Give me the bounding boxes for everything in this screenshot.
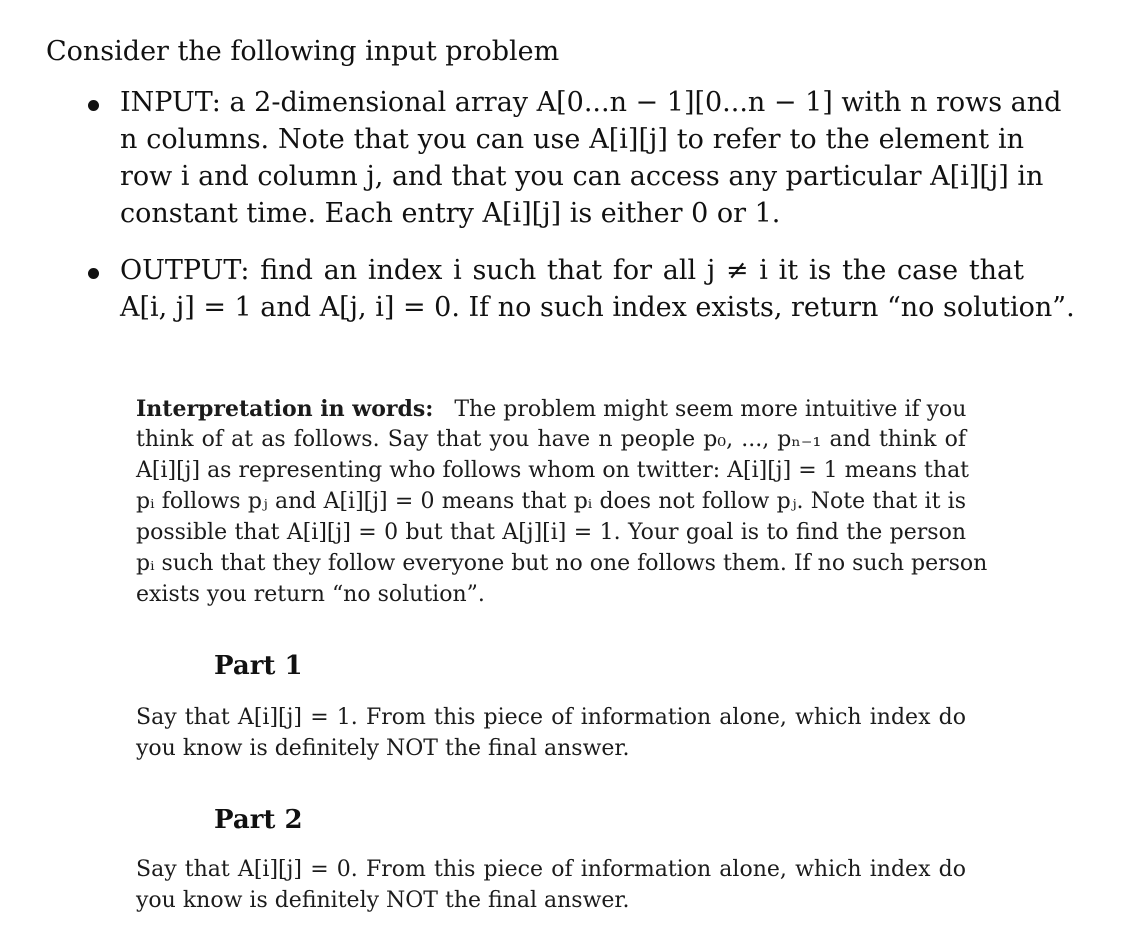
part-1-line: you know is definitely NOT the final answer. xyxy=(136,736,630,761)
interpretation-line: exists you return “no solution”. xyxy=(136,582,485,607)
part-1-title: Part 1 xyxy=(214,651,303,681)
input-bullet xyxy=(88,86,1062,236)
output-bullet xyxy=(88,254,1075,326)
interpretation-heading: Interpretation in words: xyxy=(136,396,434,422)
interpretation-text: The problem might seem more intuitive if you xyxy=(454,397,967,422)
bullet-line: OUTPUT: find an index i such that for all j ≠ i it is the case that xyxy=(120,255,1024,286)
interpretation-line: A[i][j] as representing who follows whom on twitter: A[i][j] = 1 means that xyxy=(136,458,970,483)
part-2-line: you know is definitely NOT the final answer. xyxy=(136,888,630,913)
interpretation-line: possible that A[i][j] = 0 but that A[j][i] = 1. Your goal is to find the person xyxy=(136,520,966,545)
intro-text: Consider the following input problem xyxy=(46,36,560,67)
part-2-line: Say that A[i][j] = 0. From this piece of information alone, which index do xyxy=(136,857,966,882)
bullet-line: row i and column j, and that you can access any particular A[i][j] in xyxy=(120,161,1044,192)
part-2-title: Part 2 xyxy=(214,805,303,835)
bullet-dot xyxy=(88,100,99,111)
interpretation-line: pᵢ such that they follow everyone but no one follows them. If no such person xyxy=(136,551,988,576)
bullet-line: A[i, j] = 1 and A[j, i] = 0. If no such index exists, return “no solution”. xyxy=(120,292,1075,323)
bullet-line: INPUT: a 2-dimensional array A[0...n − 1][0...n − 1] with n rows and xyxy=(120,87,1062,118)
interpretation-line xyxy=(136,394,966,424)
part-1-line: Say that A[i][j] = 1. From this piece of information alone, which index do xyxy=(136,705,966,730)
interpretation-line: pᵢ follows pⱼ and A[i][j] = 0 means that pᵢ does not follow pⱼ. Note that it is xyxy=(136,489,966,514)
bullet-line: constant time. Each entry A[i][j] is either 0 or 1. xyxy=(120,198,781,229)
bullet-line: n columns. Note that you can use A[i][j] to refer to the element in xyxy=(120,124,1024,155)
interpretation-line: think of at as follows. Say that you have n people p₀, ..., pₙ₋₁ and think of xyxy=(136,427,966,452)
bullet-dot xyxy=(88,268,99,279)
